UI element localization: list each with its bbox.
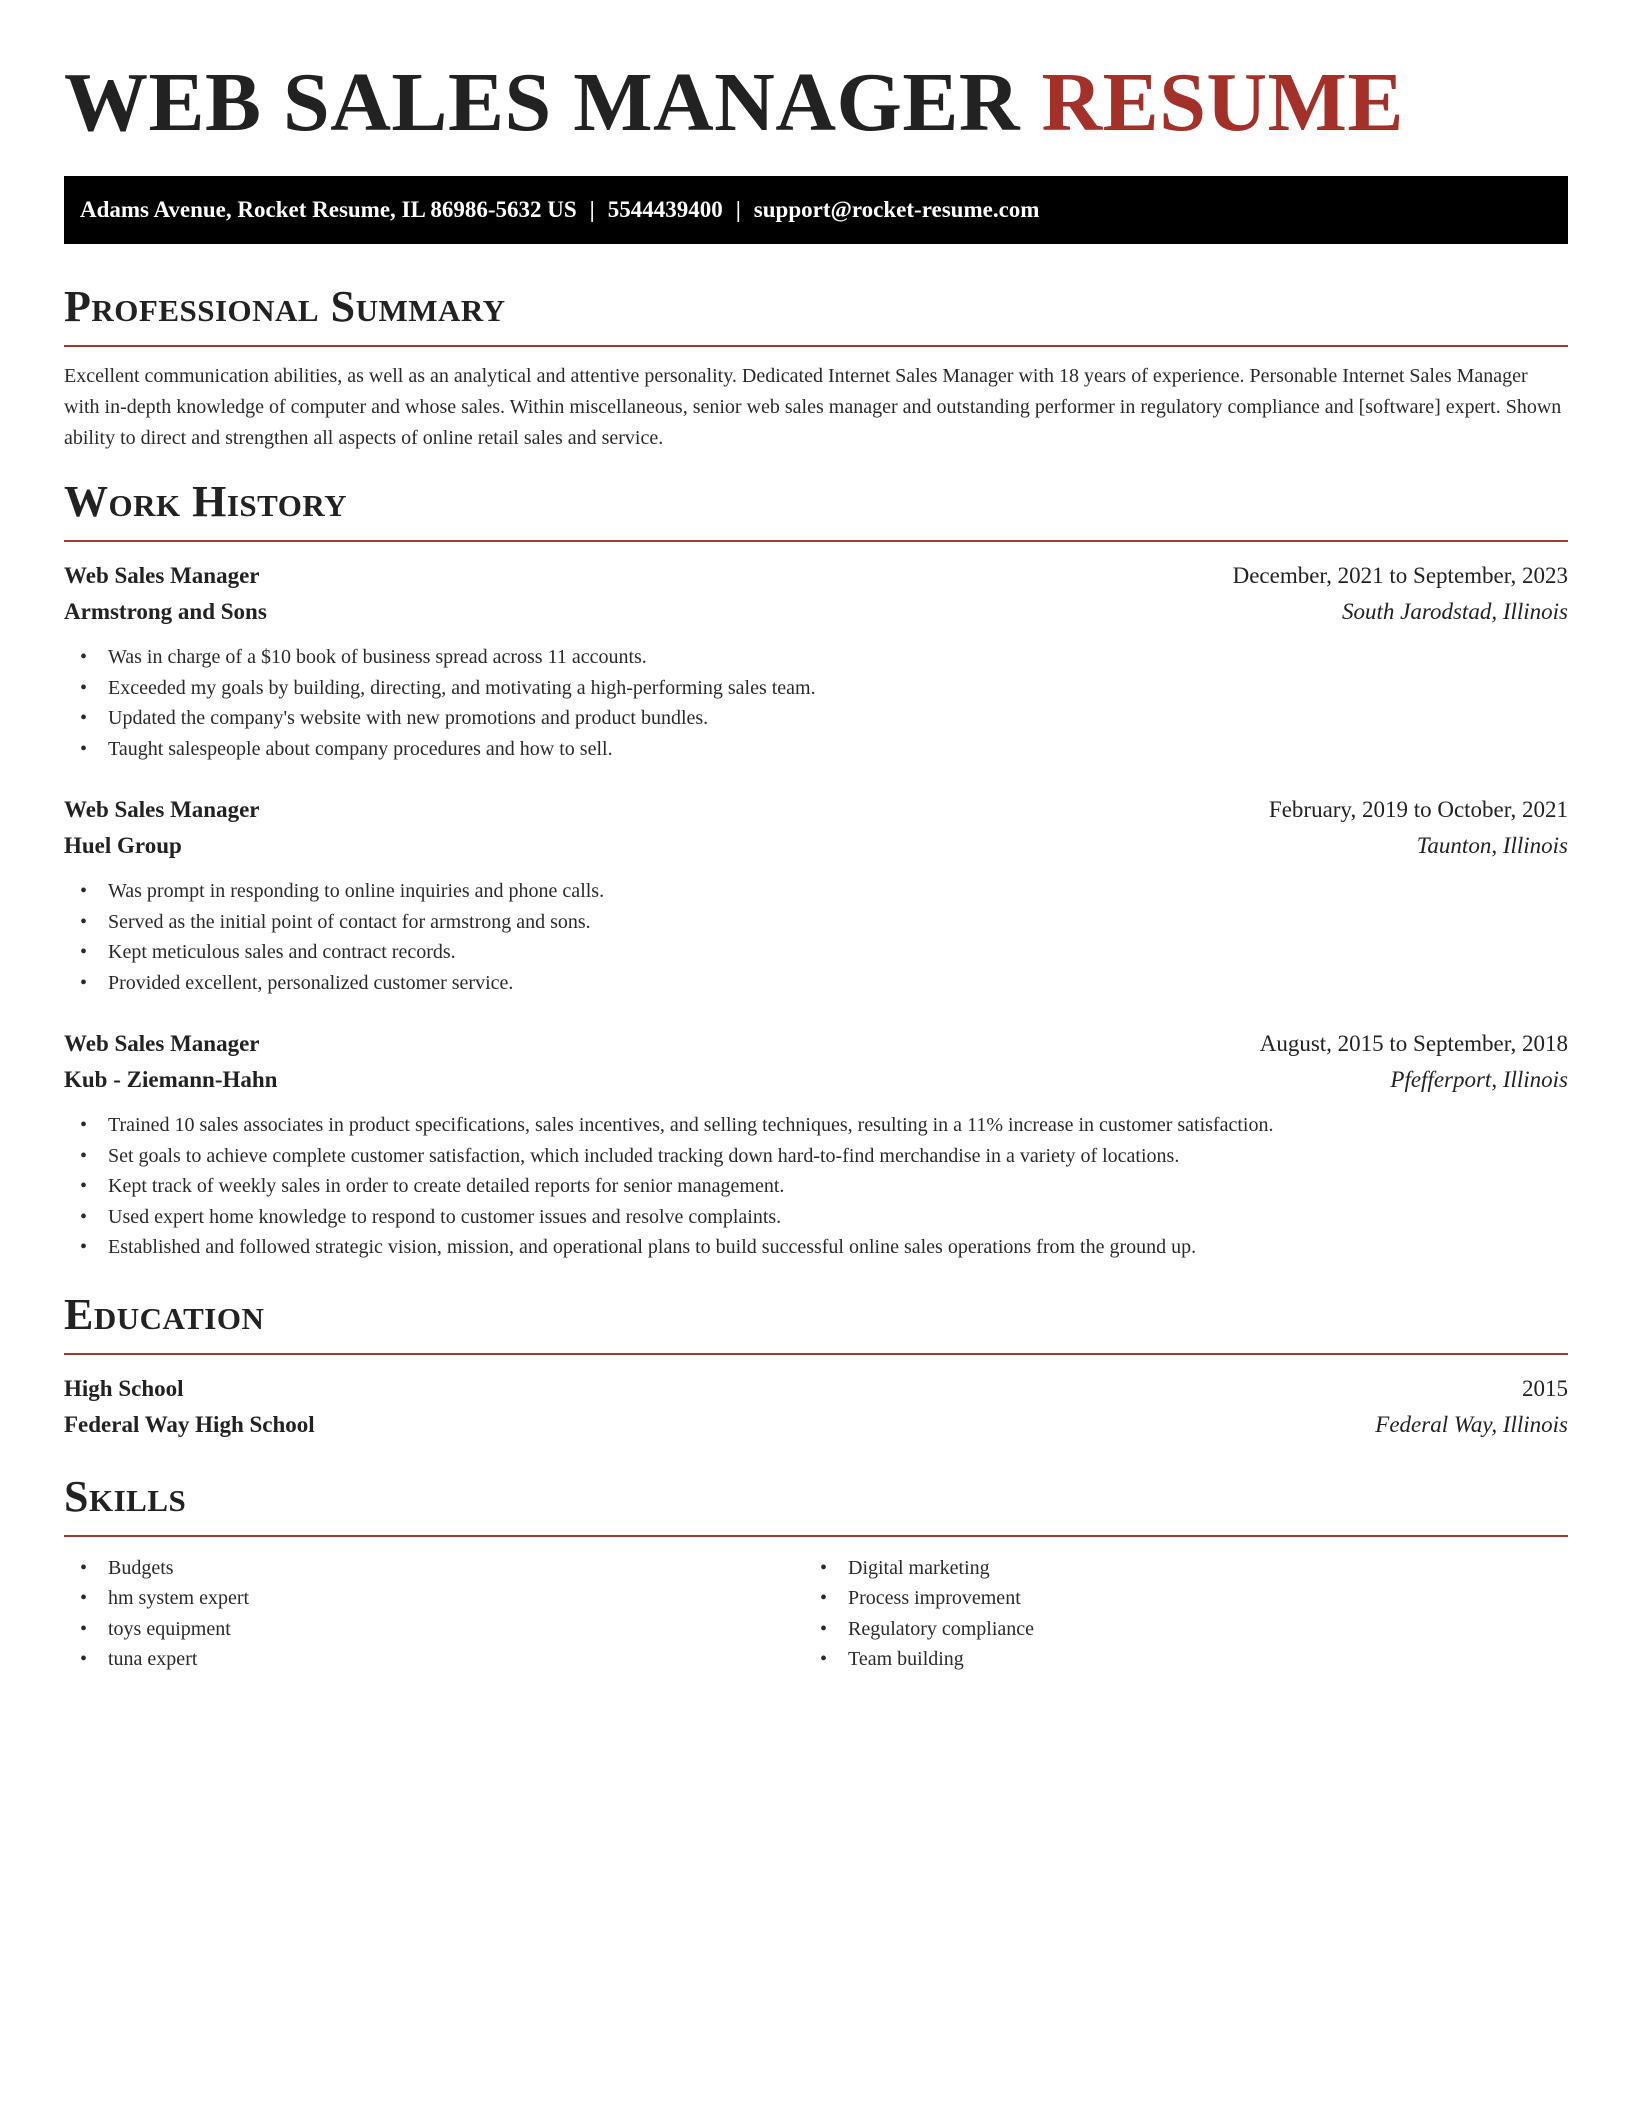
job-company: Huel Group <box>64 833 182 858</box>
job-bullet: • Used expert home knowledge to respond to customer issues and resolve complaints. <box>64 1202 1568 1233</box>
skill-item: • Regulatory compliance <box>804 1614 1544 1645</box>
resume-page <box>64 0 1568 1675</box>
job-bullet: • Kept meticulous sales and contract records. <box>64 937 1568 968</box>
job-bullet: • Updated the company's website with new promotions and product bundles. <box>64 703 1568 734</box>
summary-text: Excellent communication abilities, as well as an analytical and attentive personality. Dedicated Internet Sales Manager with 18 years of experience. Personable Internet Sales Manager with in-depth knowledge of computer and whose sales. Within miscellaneous, senior web sales manager and outstanding performer in regulatory compliance and [software] expert. Shown ability to direct and strengthen all aspects of online retail sales and service. <box>64 365 1562 449</box>
job-bullet: • Established and followed strategic vision, mission, and operational plans to build successful online sales operations from the ground up. <box>64 1232 1568 1263</box>
section-divider <box>64 540 1568 542</box>
job-bullet: • Taught salespeople about company procedures and how to sell. <box>64 734 1568 765</box>
job-bullet: • Exceeded my goals by building, directing, and motivating a high-performing sales team. <box>64 673 1568 704</box>
contact-bar <box>64 176 1568 244</box>
education-degree: High School <box>64 1375 184 1401</box>
education-school-row <box>64 1407 1568 1443</box>
job-company: Kub - Ziemann-Hahn <box>64 1067 278 1092</box>
contact-separator: | <box>735 197 741 222</box>
section-heading-skills: Skills <box>64 1471 187 1521</box>
job-title: Web Sales Manager <box>64 1031 260 1056</box>
title-accent: RESUME <box>1041 56 1404 149</box>
title-main: WEB SALES MANAGER <box>64 56 1021 149</box>
contact-separator: | <box>589 197 595 222</box>
job-bullet: • Served as the initial point of contact for armstrong and sons. <box>64 907 1568 938</box>
job-title: Web Sales Manager <box>64 563 260 588</box>
resume-title <box>64 56 1568 150</box>
job-location: South Jarodstad, Illinois <box>1342 599 1568 624</box>
job-bullet-list <box>64 876 1568 998</box>
job-bullet: • Was in charge of a $10 book of business spread across 11 accounts. <box>64 642 1568 673</box>
skill-item: • Process improvement <box>804 1583 1544 1614</box>
job-title: Web Sales Manager <box>64 797 260 822</box>
job-header-row <box>64 792 1568 828</box>
job-header-row <box>64 1026 1568 1062</box>
contact-address: Adams Avenue, Rocket Resume, IL 86986-5632 US <box>80 197 577 222</box>
skill-item: • Team building <box>804 1644 1544 1675</box>
job-entry <box>64 558 1568 764</box>
education-year: 2015 <box>1522 1375 1568 1401</box>
job-bullet: • Set goals to achieve complete customer satisfaction, which included tracking down hard-to-find merchandise in a variety of locations. <box>64 1141 1568 1172</box>
skill-item: • Budgets <box>64 1553 804 1584</box>
section-divider <box>64 1353 1568 1355</box>
skill-item: • Digital marketing <box>804 1553 1544 1584</box>
job-company-row <box>64 828 1568 864</box>
education-entry <box>64 1371 1568 1443</box>
job-location: Pfefferport, Illinois <box>1390 1067 1568 1092</box>
skill-item: • tuna expert <box>64 1644 804 1675</box>
job-header-row <box>64 558 1568 594</box>
job-company-row <box>64 1062 1568 1098</box>
education-school: Federal Way High School <box>64 1411 315 1437</box>
job-bullet: • Kept track of weekly sales in order to create detailed reports for senior management. <box>64 1171 1568 1202</box>
job-bullet: • Was prompt in responding to online inquiries and phone calls. <box>64 876 1568 907</box>
skills-columns <box>64 1553 1568 1675</box>
education-header-row <box>64 1371 1568 1407</box>
section-divider <box>64 345 1568 347</box>
job-bullet: • Provided excellent, personalized customer service. <box>64 968 1568 999</box>
section-divider <box>64 1535 1568 1537</box>
job-bullet-list <box>64 1110 1568 1263</box>
job-location: Taunton, Illinois <box>1416 833 1568 858</box>
contact-email[interactable]: support@rocket-resume.com <box>753 197 1040 222</box>
section-heading-education: Education <box>64 1289 265 1339</box>
section-heading-summary: Professional Summary <box>64 282 506 331</box>
job-bullet-list <box>64 642 1568 764</box>
job-dates: February, 2019 to October, 2021 <box>1268 797 1568 822</box>
job-dates: December, 2021 to September, 2023 <box>1232 563 1568 588</box>
job-entry <box>64 1026 1568 1263</box>
skills-list-left <box>64 1553 804 1675</box>
skill-item: • toys equipment <box>64 1614 804 1645</box>
job-entry <box>64 792 1568 998</box>
skill-item: • hm system expert <box>64 1583 804 1614</box>
skills-list-right <box>804 1553 1544 1675</box>
summary-section <box>64 281 1568 454</box>
job-company-row <box>64 594 1568 630</box>
job-dates: August, 2015 to September, 2018 <box>1259 1031 1568 1056</box>
section-heading-work-history: Work History <box>64 477 348 526</box>
job-bullet: • Trained 10 sales associates in product specifications, sales incentives, and selling techniques, resulting in a 11% increase in customer satisfaction. <box>64 1110 1568 1141</box>
skills-section <box>64 1471 1568 1675</box>
work-history-section <box>64 476 1568 1263</box>
contact-phone: 5544439400 <box>607 197 723 222</box>
job-company: Armstrong and Sons <box>64 599 267 624</box>
education-location: Federal Way, Illinois <box>1375 1411 1568 1437</box>
education-section <box>64 1289 1568 1443</box>
